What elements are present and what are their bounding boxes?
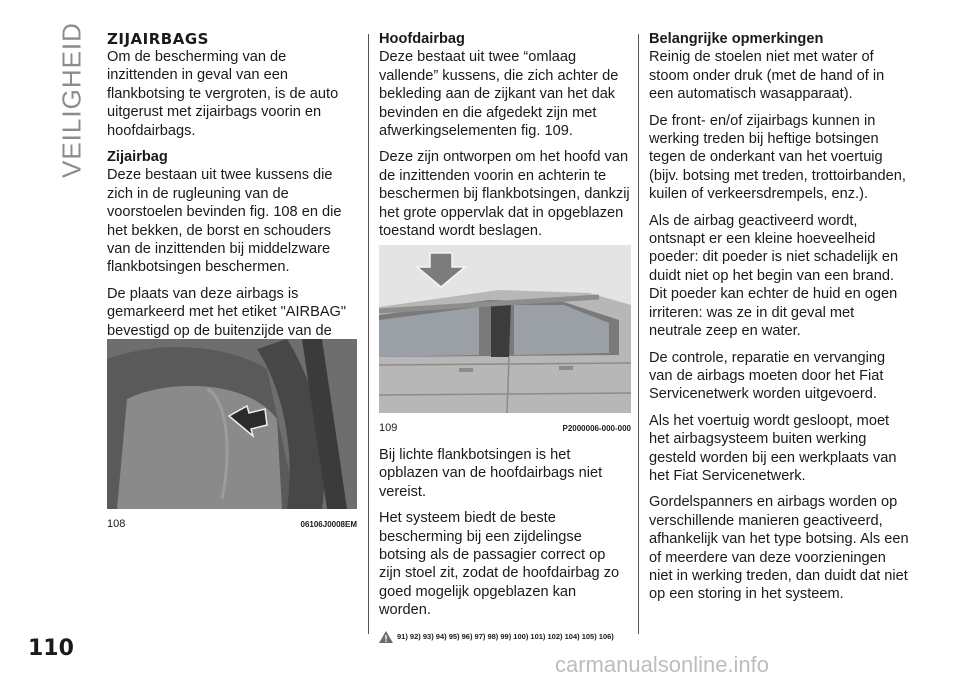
warning-numbers: 91) 92) 93) 94) 95) 96) 97) 98) 99) 100) 101) 102) 104) 105) 106): [397, 631, 614, 641]
paragraph: De controle, reparatie en vervanging van de airbags moeten door het Fiat Servicenetwerk worden uitgevoerd.: [649, 349, 886, 403]
section-side-label: VEILIGHEID: [56, 22, 87, 178]
figure-code: 06106J0008EM: [300, 520, 357, 529]
paragraph: Reinig de stoelen niet met water of stoom onder druk (met de hand of in een automatisch wasapparaat).: [649, 49, 885, 103]
paragraph: Bij lichte flankbotsingen is het opblazen van de hoofdairbags niet vereist.: [379, 447, 603, 500]
column-1: [107, 30, 357, 367]
column-divider: [638, 34, 639, 634]
figure-caption: [379, 422, 631, 434]
paragraph: De plaats van deze airbags is gemarkeerd met het etiket "AIRBAG" bevestigd op de buitenzijde van de: [107, 285, 347, 339]
subheading-zijairbag: Zijairbag: [107, 149, 168, 166]
section-heading: ZIJAIRBAGS: [107, 30, 209, 48]
paragraph: Deze bestaat uit twee “omlaag vallende” kussens, die zich achter de bekleding aan de zijkant van het dak bevinden en die afgedekt zijn met afwerkingselementen fig. 109.: [379, 49, 619, 140]
page-number: 110: [28, 636, 74, 661]
figure-number: 109: [379, 422, 398, 434]
warning-references: [379, 628, 631, 646]
figure-caption: [107, 518, 357, 530]
watermark: carmanualsonline.info: [555, 652, 770, 677]
figure-108: [107, 339, 357, 530]
subheading-belangrijke-opmerkingen: Belangrijke opmerkingen: [649, 31, 824, 47]
figure-number: 108: [107, 518, 126, 530]
paragraph: Als de airbag geactiveerd wordt, ontsnapt er een kleine hoeveelheid poeder: dit poeder is niet schadelijk en duidt niet op het begin van een brand. Dit poeder kan echter de huid en ogen irriteren: was ze in dit geval met neutrale zeep en water.: [649, 212, 899, 340]
paragraph: De front- en/of zijairbags kunnen in werking treden bij heftige botsingen tegen de onderkant van het voertuig (bijv. botsing met treden, trottoirbanden, kuilen of verkeersdrempels, enz.).: [649, 112, 906, 203]
paragraph: Deze bestaan uit twee kussens die zich in de rugleuning van de voorstoelen bevinden fig. 108 en die het bekken, de borst en schouders van de inzittenden bij middelzware flankbotsingen beschermen.: [107, 167, 342, 276]
paragraph: Als het voertuig wordt gesloopt, moet het airbagsysteem buiten werking gesteld worden bij een werkplaats van het Fiat Servicenetwerk.: [649, 412, 897, 484]
car-curtain-airbag-illustration: [379, 245, 631, 413]
subheading-hoofdairbag: Hoofdairbag: [379, 31, 465, 47]
column-3: [649, 30, 909, 612]
intro-paragraph: Om de bescherming van de inzittenden in geval van een flankbotsing te vergroten, is de auto uitgerust met zijairbags voorin en hoofdairbags.: [107, 49, 339, 139]
warning-icon: [379, 631, 393, 643]
paragraph: Deze zijn ontworpen om het hoofd van de inzittenden voorin en achterin te beschermen bij flankbotsingen, dankzij het grote oppervlak dat in opgeblazen toestand wordt beslagen.: [379, 149, 630, 240]
column-2: [379, 30, 631, 248]
seat-airbag-illustration: [107, 339, 357, 509]
figure-109: [379, 245, 631, 434]
column-2-lower: [379, 446, 631, 646]
figure-code: P2000006-000-000: [562, 424, 631, 433]
paragraph: Het systeem biedt de beste bescherming bij een zijdelingse botsing als de passagier correct op zijn stoel zit, zodat de hoofdairbag zo goed mogelijk opgeblazen kan worden.: [379, 510, 620, 619]
column-divider: [368, 34, 369, 634]
paragraph: Gordelspanners en airbags worden op verschillende manieren geactiveerd, afhankelijk van het type botsing. Als een of meerdere van deze voorzieningen niet in werking treden, dan duidt dat niet op een storing in het systeem.: [649, 494, 909, 603]
